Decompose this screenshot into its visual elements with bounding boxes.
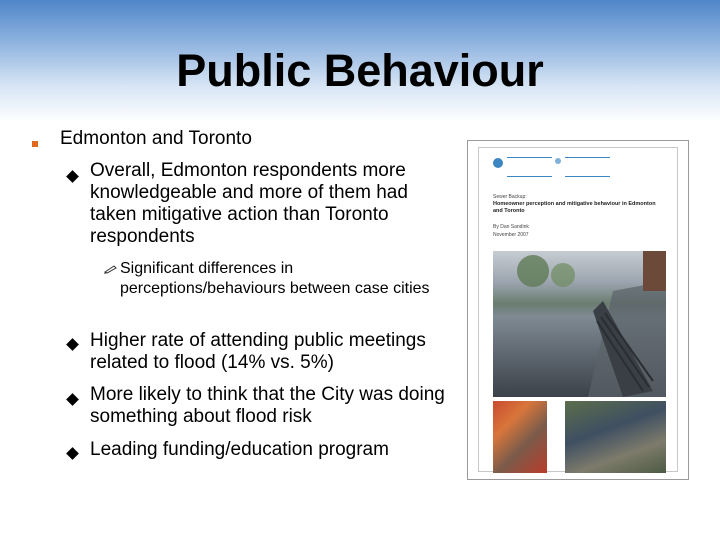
flooded-street-photo: [493, 251, 666, 397]
report-thumbnail: [467, 140, 689, 480]
report-cover: [478, 147, 678, 472]
institute-logo-text-fr: [565, 157, 610, 177]
bullet-overall-edmonton: Overall, Edmonton respondents more knowledgeable and more of them had taken mitigative action than Toronto respondents: [90, 160, 408, 247]
report-date: November 2007: [493, 232, 529, 238]
diamond-bullet-icon: [66, 393, 79, 406]
report-label: Sewer Backup:: [493, 194, 527, 200]
report-author: By Dan Sandink: [493, 224, 529, 230]
diamond-bullet-icon: [66, 170, 79, 183]
bullet-leading-program: Leading funding/education program: [90, 439, 389, 460]
pen-bullet-icon: [104, 264, 118, 274]
bullet-public-meetings: Higher rate of attending public meetings related to flood (14% vs. 5%): [90, 330, 426, 373]
institute-logo-icon: [493, 158, 503, 168]
square-bullet-icon: [32, 141, 38, 147]
bullet-city-doing-something: More likely to think that the City was doing something about flood risk: [90, 384, 445, 427]
diamond-bullet-icon: [66, 447, 79, 460]
institute-logo-mark-icon: [555, 158, 561, 164]
volunteers-photo: [493, 401, 547, 473]
report-title: Homeowner perception and mitigative behaviour in Edmonton and Toronto: [493, 201, 656, 214]
flooded-basement-photo: [565, 401, 666, 473]
sub-bullet-differences: Significant differences in perceptions/behaviours between case cities: [120, 260, 430, 297]
institute-logo-text: [507, 157, 552, 177]
bullet-edmonton-toronto: Edmonton and Toronto: [60, 128, 252, 149]
slide-title: Public Behaviour: [176, 45, 544, 96]
diamond-bullet-icon: [66, 338, 79, 351]
